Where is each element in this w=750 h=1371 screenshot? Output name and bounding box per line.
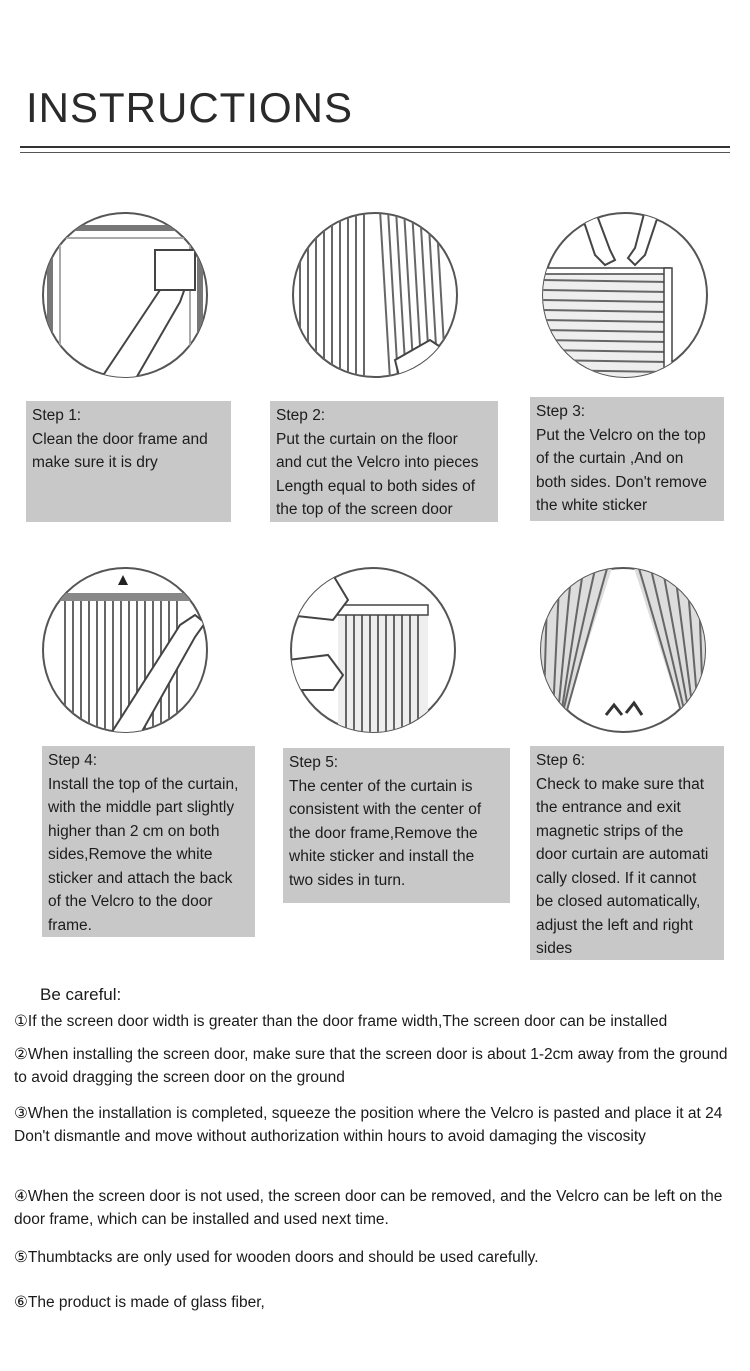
note-3-text: When the installation is completed, squeeze the position where the Velcro is pasted and place it at 24 Don't dismantle and move without authorization within hours to avoid damaging the viscosity [14, 1105, 723, 1145]
step-1-label: Step 1: [32, 407, 82, 424]
step-5-text: The center of the curtain is consistent with the center of the door frame,Remove the white sticker and install the two sides in turn. [289, 777, 482, 889]
note-1 [14, 1010, 734, 1033]
note-3 [14, 1102, 734, 1148]
note-6-text: The product is made of glass fiber, [27, 1294, 265, 1311]
step-4-illustration [40, 565, 210, 735]
step-6-text: Check to make sure that the entrance and exit magnetic strips of the door curtain are automati cally closed. If it cannot be closed automatically, adjust the left and right sides [536, 775, 709, 957]
step-5-card [283, 748, 510, 903]
step-6-label: Step 6: [536, 752, 586, 769]
note-4-number: ④ [14, 1188, 28, 1205]
step-1-illustration [40, 210, 210, 380]
step-4-label: Step 4: [48, 752, 98, 769]
note-5-text: Thumbtacks are only used for wooden doors and should be used carefully. [27, 1249, 539, 1266]
note-4 [14, 1185, 734, 1231]
title-divider [20, 146, 730, 148]
step-5-label: Step 5: [289, 754, 339, 771]
step-4-text: Install the top of the curtain, with the middle part slightly higher than 2 cm on both sides,Remove the white sticker and attach the back of the Velcro to the door frame. [48, 775, 239, 934]
step-2-text: Put the curtain on the floor and cut the Velcro into pieces Length equal to both sides of the top of the screen door [276, 430, 479, 518]
step-6-illustration [538, 565, 708, 735]
note-5 [14, 1246, 734, 1269]
step-3-label: Step 3: [536, 403, 586, 420]
step-2-label: Step 2: [276, 407, 326, 424]
note-2 [14, 1043, 734, 1089]
note-3-number: ③ [14, 1105, 28, 1122]
step-5-illustration [288, 565, 458, 735]
step-2-card [270, 401, 498, 522]
page-title: INSTRUCTIONS [26, 84, 353, 131]
note-1-text: If the screen door width is greater than the door frame width,The screen door can be installed [27, 1013, 668, 1030]
note-6 [14, 1291, 734, 1314]
step-6-card [530, 746, 724, 960]
step-3-text: Put the Velcro on the top of the curtain ,And on both sides. Don't remove the white sticker [536, 426, 707, 514]
title-divider-thin [20, 152, 730, 153]
note-4-text: When the screen door is not used, the screen door can be removed, and the Velcro can be left on the door frame, which can be installed and used next time. [14, 1188, 723, 1228]
note-2-text: When installing the screen door, make sure that the screen door is about 1-2cm away from the ground to avoid dragging the screen door on the ground [14, 1046, 728, 1086]
step-2-illustration [290, 210, 460, 380]
note-2-number: ② [14, 1046, 28, 1063]
note-6-number: ⑥ [14, 1294, 28, 1311]
step-3-illustration [540, 210, 710, 380]
step-1-text: Clean the door frame and make sure it is dry [32, 430, 208, 471]
note-5-number: ⑤ [14, 1249, 28, 1266]
step-3-card [530, 397, 724, 521]
careful-heading: Be careful: [40, 985, 122, 1004]
note-1-number: ① [14, 1013, 28, 1030]
step-1-card [26, 401, 231, 522]
step-4-card [42, 746, 255, 937]
